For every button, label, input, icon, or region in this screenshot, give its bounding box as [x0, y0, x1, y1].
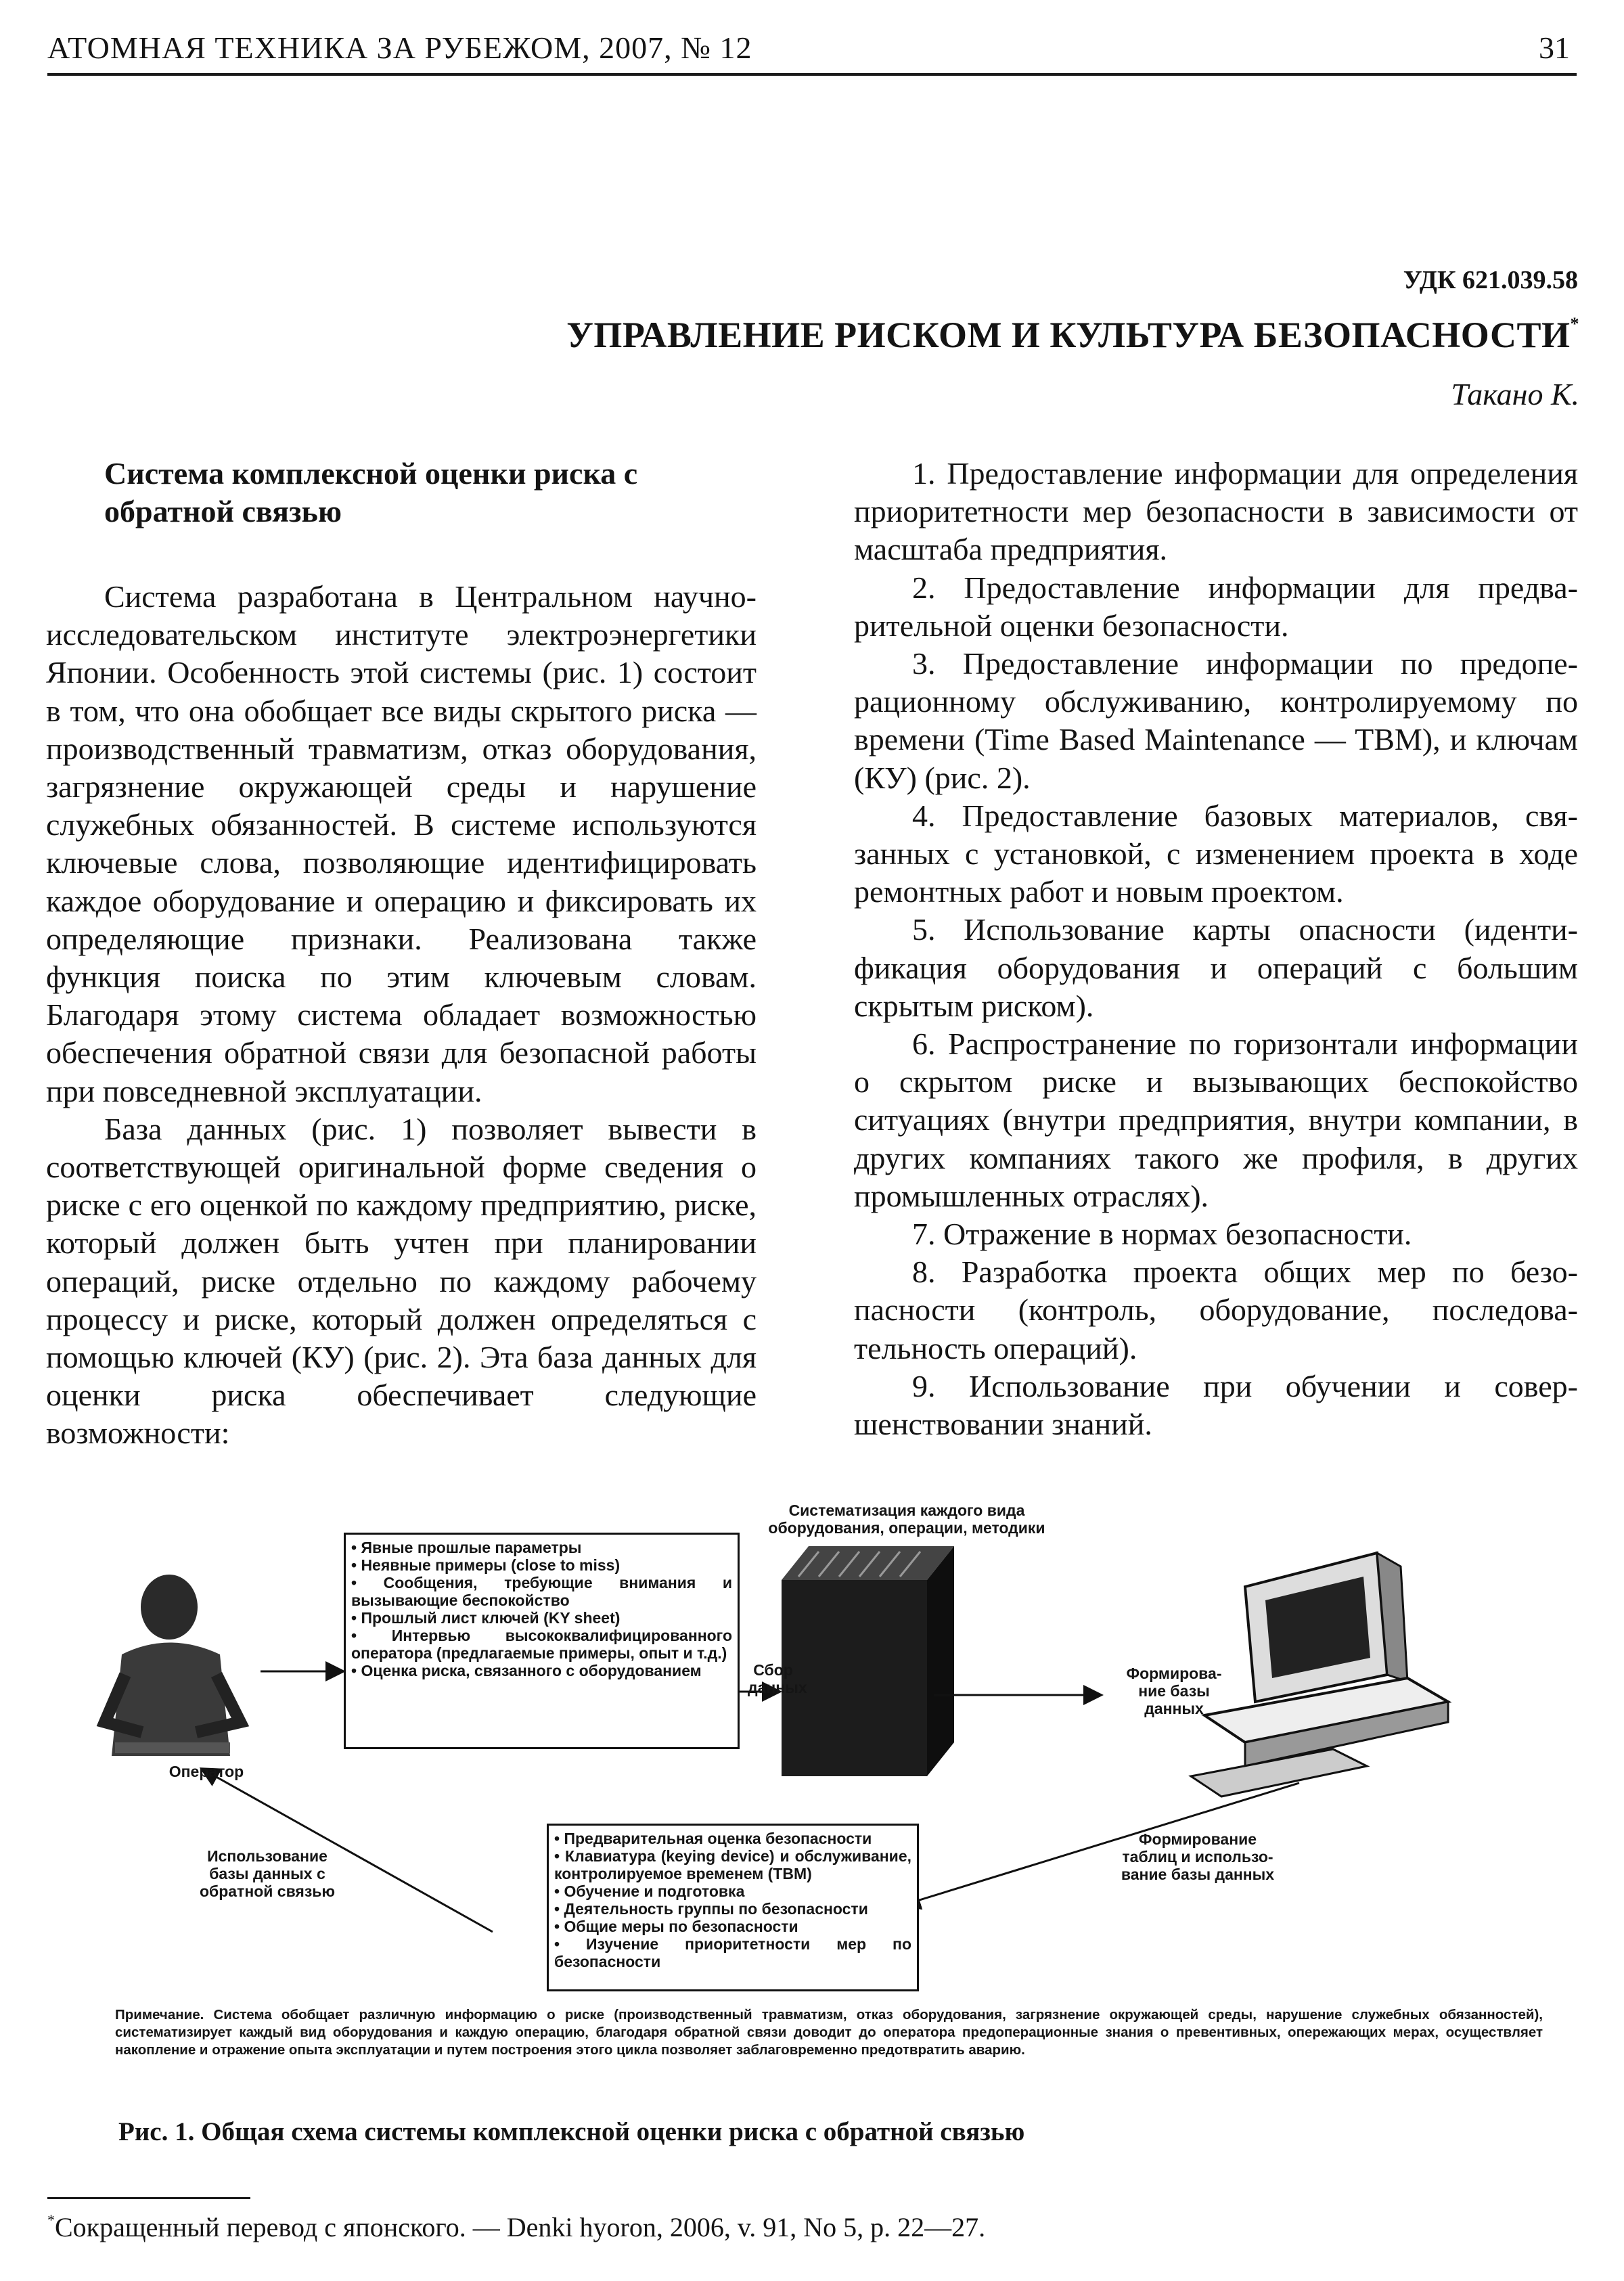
feedback-use-item: • Изучение приоритетности мер по безопасности — [554, 1935, 911, 1970]
udk-code: УДК 621.039.58 — [1403, 266, 1578, 294]
running-head — [47, 26, 1577, 76]
list-item: 7. Отражение в нормах безопасности. — [912, 1217, 1412, 1252]
list-item: 9. Использование при обучении и совершенствовании знаний. — [854, 1368, 1578, 1442]
paragraph: Система разработана в Центральном научно-исследовательском институте электроэнергетики Японии. Особенность этой системы (рис. 1) состоит в том, что она обобщает все виды скрытого риска — производственный травматизм, отказ оборудования, загрязнение окружающей среды и нарушение служебных обязанностей. В системе используются ключевые слова, позволяющие идентифицировать каждое оборудование и операцию и фиксировать их определяющие признаки. Реализована также функция поиска по этим ключевым словам. Благодаря этому система обладает возможностью обеспечения обратной связи для безопасной работы при повседневной эксплуатации. — [46, 579, 757, 1108]
list-item: 3. Предоставление информации по предоперационному обслуживанию, контролируемому по времени (Time Based Maintenance — TBM), и ключам (КУ) (рис. 2). — [854, 646, 1578, 795]
list-item: 6. Распространение по горизонтали информации о скрытом риске и вызывающих беспокойство ситуациях (внутри предприятия, внутри компании, в других компаниях такого же профиля, в других промышленных отраслях). — [854, 1026, 1578, 1213]
feedback-label: Использование базы данных с обратной связью — [199, 1847, 336, 1900]
list-item: 5. Использование карты опасности (идентификация оборудования и операций с большим скрытым риском). — [854, 912, 1578, 1023]
author: Такано К. — [1451, 377, 1579, 411]
feedback-use-item: • Предварительная оценка безопасности — [554, 1830, 872, 1847]
systematization-label: Систематизация каждого вида оборудования, операции, методики — [768, 1501, 1045, 1537]
feedback-use-item: • Клавиатура (keying device) и обслуживание, контролируемое временем (TBM) — [554, 1847, 911, 1882]
feedback-use-item: • Обучение и подготовка — [554, 1882, 745, 1900]
article-title-text: УПРАВЛЕНИЕ РИСКОМ И КУЛЬТУРА БЕЗОПАСНОСТИ — [566, 315, 1571, 355]
page-number: 31 — [1539, 30, 1570, 65]
db-formation-label: Формирование базы данных — [1126, 1665, 1222, 1717]
input-data-item: • Неявные примеры (close to miss) — [351, 1556, 621, 1574]
input-data-item: • Прошлый лист ключей (KY sheet) — [351, 1609, 621, 1627]
figure-note: Примечание. Система обобщает различную информацию о риске (производственный травматизм, отказ оборудования, загрязнение окружающей среды, нарушение служебных обязанностей), систематизирует каждый вид оборудования и каждую операцию, благодаря обратной связи доводит до оператора предоперационные знания о превентивных, опережающих мерах, осуществляет накопление и отражение опыта эксплуатации и путем построения этого цикла позволяет заблаговременно предотвратить аварию. — [115, 2007, 1543, 2058]
list-item: 8. Разработка проекта общих мер по безопасности (контроль, оборудование, последовательность операций). — [854, 1255, 1578, 1365]
journal-title: АТОМНАЯ ТЕХНИКА ЗА РУБЕЖОМ, 2007, № 12 — [47, 30, 752, 65]
article-title — [566, 314, 1579, 356]
feedback-use-box — [547, 1824, 919, 1991]
section-heading: Система комплексной оценки риска с обратной связью — [104, 456, 638, 528]
paragraph: База данных (рис. 1) позволяет вывести в соответствующей оригинальной форме сведения о риске с его оценкой по каждому предприятию, риске, который должен быть учтен при планировании операций, риске отдельно по каждому рабочему процессу и риске, который должен определяться с помощью ключей (КУ) (рис. 2). Эта база данных для оценки риска обеспечивает следующие возможности: — [46, 1111, 757, 1451]
operator-label: Оператор — [168, 1763, 244, 1780]
database-files-illustration — [782, 1546, 954, 1776]
footnote-rule — [47, 2197, 250, 2199]
input-data-item: • Сообщения, требующие внимания и вызывающие беспокойство — [351, 1574, 732, 1609]
footnote-text: Сокращенный перевод с японского. — Denki hyoron, 2006, v. 91, No 5, p. 22—27. — [55, 2212, 986, 2242]
footnote — [47, 2211, 985, 2243]
feedback-use-item: • Деятельность группы по безопасности — [554, 1900, 868, 1918]
list-item: 4. Предоставление базовых материалов, связанных с установкой, с изменением проекта в ходе ремонтных работ и новым проектом. — [854, 798, 1578, 909]
list-item: 2. Предоставление информации для предварительной оценки безопасности. — [854, 570, 1578, 643]
list-item: 1. Предоставление информации для определения приоритетности мер безопасности в зависимости от масштаба предприятия. — [854, 456, 1578, 567]
tables-label: Формирование таблиц и использование базы данных — [1121, 1830, 1275, 1883]
right-column — [854, 455, 1578, 1443]
feedback-use-item: • Общие меры по безопасности — [554, 1918, 798, 1935]
collection-label: Сбор данных — [748, 1661, 807, 1696]
title-footnote-mark: * — [1570, 314, 1579, 334]
left-column — [46, 455, 757, 1453]
figure-caption: Рис. 1. Общая схема системы комплексной оценки риска с обратной связью — [118, 2117, 1025, 2146]
input-data-item: • Оценка риска, связанного с оборудованием — [351, 1662, 702, 1679]
input-data-box — [344, 1533, 740, 1749]
footnote-mark: * — [47, 2211, 55, 2228]
operator-illustration — [105, 1575, 240, 1756]
input-data-item: • Явные прошлые параметры — [351, 1539, 582, 1556]
input-data-item: • Интервью высококвалифицированного оператора (предлагаемые примеры, опыт и т.д.) — [351, 1627, 732, 1662]
figure-1 — [95, 1499, 1563, 2155]
